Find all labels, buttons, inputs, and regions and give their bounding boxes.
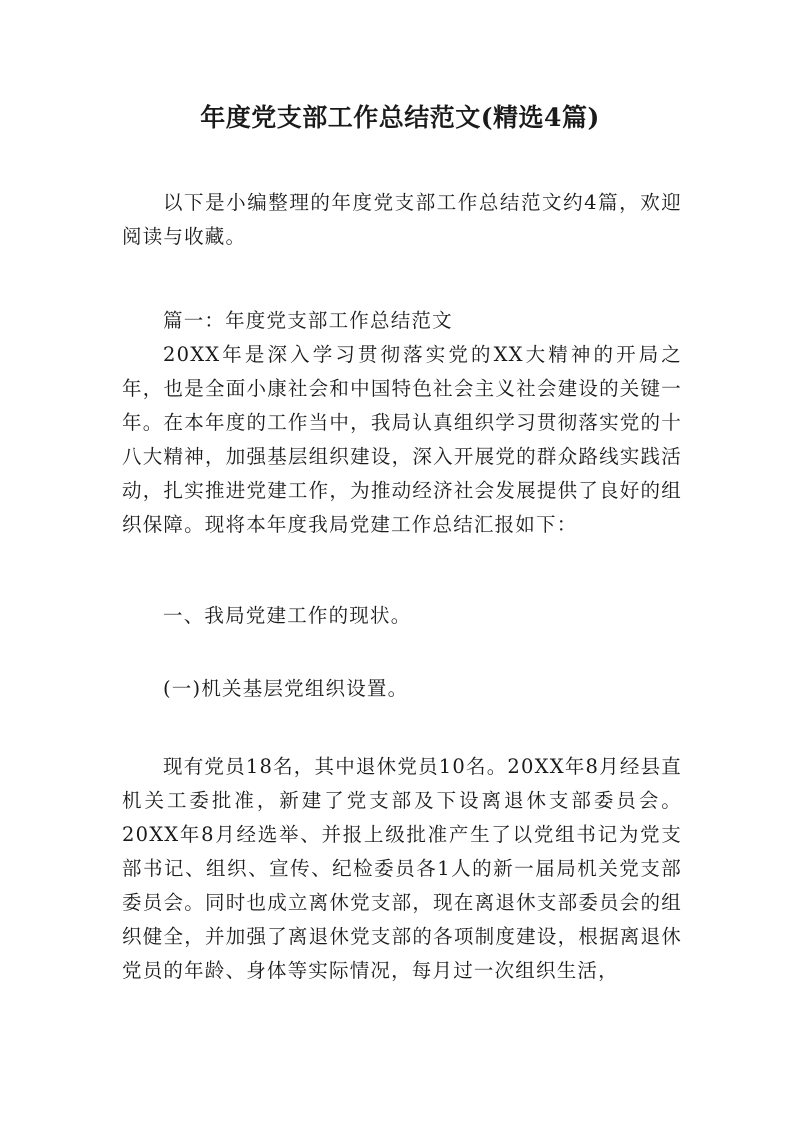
body-paragraph: 20XX年是深入学习贯彻落实党的XX大精神的开局之年，也是全面小康社会和中国特色社会主义社会建设的关键一年。在本年度的工作当中，我局认真组织学习贯彻落实党的十八大精神，加强基层组织建设，深入开展党的群众路线实践活动，扎实推进党建工作，为推动经济社会发展提供了良好的组织保障。现将本年度我局党建工作总结汇报如下：	[122, 343, 682, 536]
intro-block	[122, 186, 682, 254]
article-heading: 篇一：年度党支部工作总结范文	[163, 309, 453, 332]
section-heading: 一、我局党建工作的现状。	[163, 604, 412, 627]
section-block	[122, 599, 682, 633]
body-paragraph: 现有党员18名，其中退休党员10名。20XX年8月经县直机关工委批准，新建了党支部及下设离退休支部委员会。20XX年8月经选举、并报上级批准产生了以党组书记为党支部书记、组织、宣传、纪检委员各1人的新一届局机关党支部委员会。同时也成立离休党支部，现在离退休支部委员会的组织健全，并加强了离退休党支部的各项制度建设，根据离退休党员的年龄、身体等实际情况，每月过一次组织生活，	[122, 755, 682, 982]
subsection-block	[122, 672, 682, 706]
body-block	[122, 750, 682, 988]
intro-paragraph: 以下是小编整理的年度党支部工作总结范文约4篇，欢迎阅读与收藏。	[122, 191, 682, 248]
subsection-heading: (一)机关基层党组织设置。	[163, 677, 409, 700]
article-block	[122, 304, 682, 542]
document-title: 年度党支部工作总结范文(精选4篇)	[200, 103, 600, 132]
